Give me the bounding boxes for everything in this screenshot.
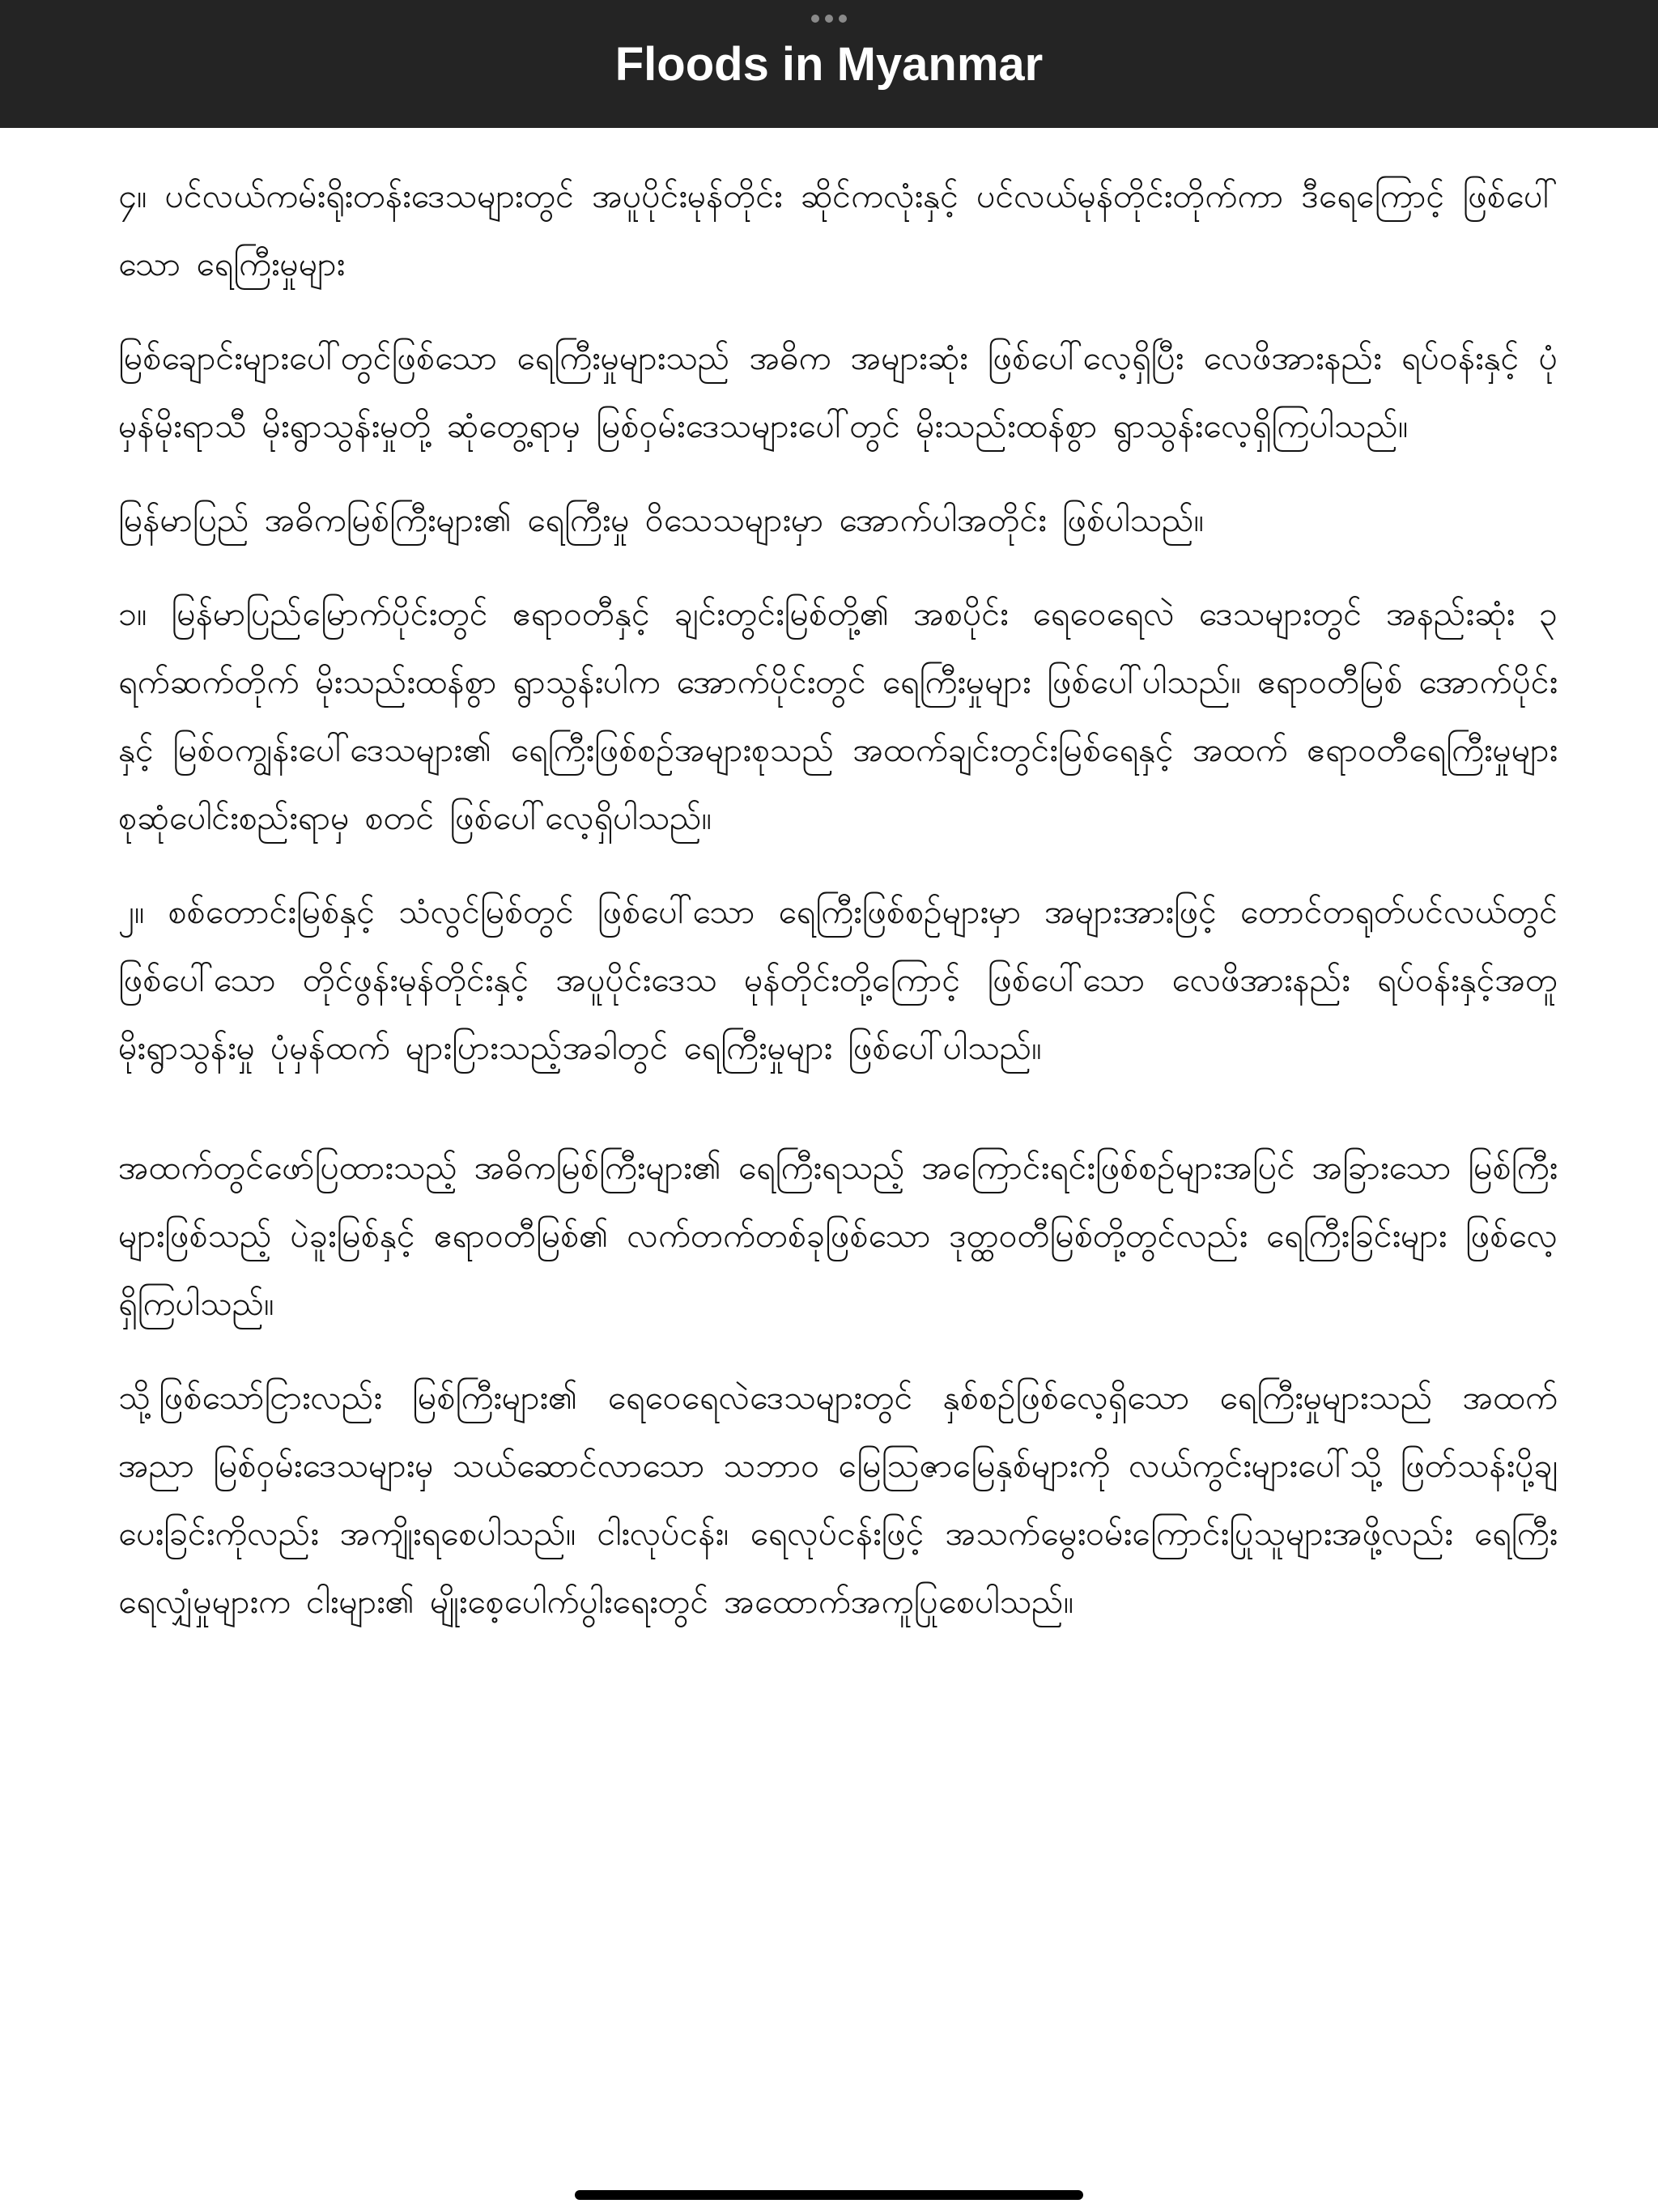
- article-paragraph: မြန်မာပြည် အဓိကမြစ်ကြီးများ၏ ရေကြီးမှု ဝိသေသများမှာ အောက်ပါအတိုင်း ဖြစ်ပါသည်။: [118, 500, 1205, 539]
- home-indicator[interactable]: [575, 2190, 1083, 2200]
- dot: [839, 15, 847, 23]
- list-item-paragraph: ၁။ မြန်မာပြည်မြောက်ပိုင်းတွင် ဧရာဝတီနှင့် ချင်းတွင်းမြစ်တို့၏ အစပိုင်း ရေဝေရေလဲ ဒေသများတွင် အနည်းဆုံး ၃ ရက်ဆက်တိုက် မိုးသည်းထန်စွာ ရွာသွန်းပါက အောက်ပိုင်းတွင် ရေကြီးမှုများ ဖြစ်ပေါ်ပါသည်။ ဧရာဝတီမြစ် အောက်ပိုင်းနှင့် မြစ်ဝကျွန်းပေါ်ဒေသများ၏ ရေကြီးဖြစ်စဉ်အများစုသည် အထက်ချင်းတွင်းမြစ်ရေနှင့် အထက် ဧရာဝတီရေကြီးမှုများ စုဆုံပေါင်းစည်းရာမှ စတင် ဖြစ်ပေါ်လေ့ရှိပါသည်။: [118, 594, 1558, 837]
- more-options-icon[interactable]: [811, 15, 847, 23]
- list-item-paragraph: ၂။ စစ်တောင်းမြစ်နှင့် သံလွင်မြစ်တွင် ဖြစ်ပေါ်သော ရေကြီးဖြစ်စဉ်များမှာ အများအားဖြင့် တောင်တရုတ်ပင်လယ်တွင် ဖြစ်ပေါ်သော တိုင်ဖွန်းမုန်တိုင်းနှင့် အပူပိုင်းဒေသ မုန်တိုင်းတို့ကြောင့် ဖြစ်ပေါ်သော လေဖိအားနည်း ရပ်ဝန်းနှင့်အတူ မိုးရွာသွန်းမှု ပုံမှန်ထက် များပြားသည့်အခါတွင် ရေကြီးမှုများ ဖြစ်ပေါ်ပါသည်။: [118, 892, 1558, 1067]
- dot: [811, 15, 819, 23]
- article-paragraph: မြစ်ချောင်းများပေါ်တွင်ဖြစ်သော ရေကြီးမှုများသည် အဓိက အများဆုံး ဖြစ်ပေါ်လေ့ရှိပြီး လေဖိအားနည်း ရပ်ဝန်းနှင့် ပုံမှန်မိုးရာသီ မိုးရွာသွန်းမှုတို့ ဆုံတွေ့ရာမှ မြစ်ဝှမ်းဒေသများပေါ်တွင် မိုးသည်းထန်စွာ ရွာသွန်းလေ့ရှိကြပါသည်။: [118, 338, 1558, 445]
- title-bar: [0, 0, 1658, 128]
- section-heading: ၄။ ပင်လယ်ကမ်းရိုးတန်းဒေသများတွင် အပူပိုင်းမုန်တိုင်း ဆိုင်ကလုံးနှင့် ပင်လယ်မုန်တိုင်းတိုက်ကာ ဒီရေကြောင့် ဖြစ်ပေါ်သော ရေကြီးမှုများ: [118, 177, 1558, 283]
- dot: [825, 15, 833, 23]
- page-title: Floods in Myanmar: [614, 38, 1044, 91]
- article-body: [118, 162, 1558, 1661]
- article-paragraph: သို့ဖြစ်သော်ငြားလည်း မြစ်ကြီးများ၏ ရေဝေရေလဲဒေသများတွင် နှစ်စဉ်ဖြစ်လေ့ရှိသော ရေကြီးမှုများသည် အထက်အညာ မြစ်ဝှမ်းဒေသများမှ သယ်ဆောင်လာသော သဘာဝ မြေဩဇာမြေနှစ်များကို လယ်ကွင်းများပေါ်သို့ ဖြတ်သန်းပို့ချပေးခြင်းကိုလည်း အကျိုးရစေပါသည်။ ငါးလုပ်ငန်း၊ ရေလုပ်ငန်းဖြင့် အသက်မွေးဝမ်းကြောင်းပြုသူများအဖို့လည်း ရေကြီးရေလျှံမှုများက ငါးများ၏ မျိုးစေ့ပေါက်ပွါးရေးတွင် အထောက်အကူပြုစေပါသည်။: [118, 1378, 1558, 1621]
- article-paragraph: အထက်တွင်ဖော်ပြထားသည့် အဓိကမြစ်ကြီးများ၏ ရေကြီးရသည့် အကြောင်းရင်းဖြစ်စဉ်များအပြင် အခြားသော မြစ်ကြီးများဖြစ်သည့် ပဲခူးမြစ်နှင့် ဧရာဝတီမြစ်၏ လက်တက်တစ်ခုဖြစ်သော ဒုတ္ထဝတီမြစ်တို့တွင်လည်း ရေကြီးခြင်းများ ဖြစ်လေ့ရှိကြပါသည်။: [118, 1148, 1558, 1323]
